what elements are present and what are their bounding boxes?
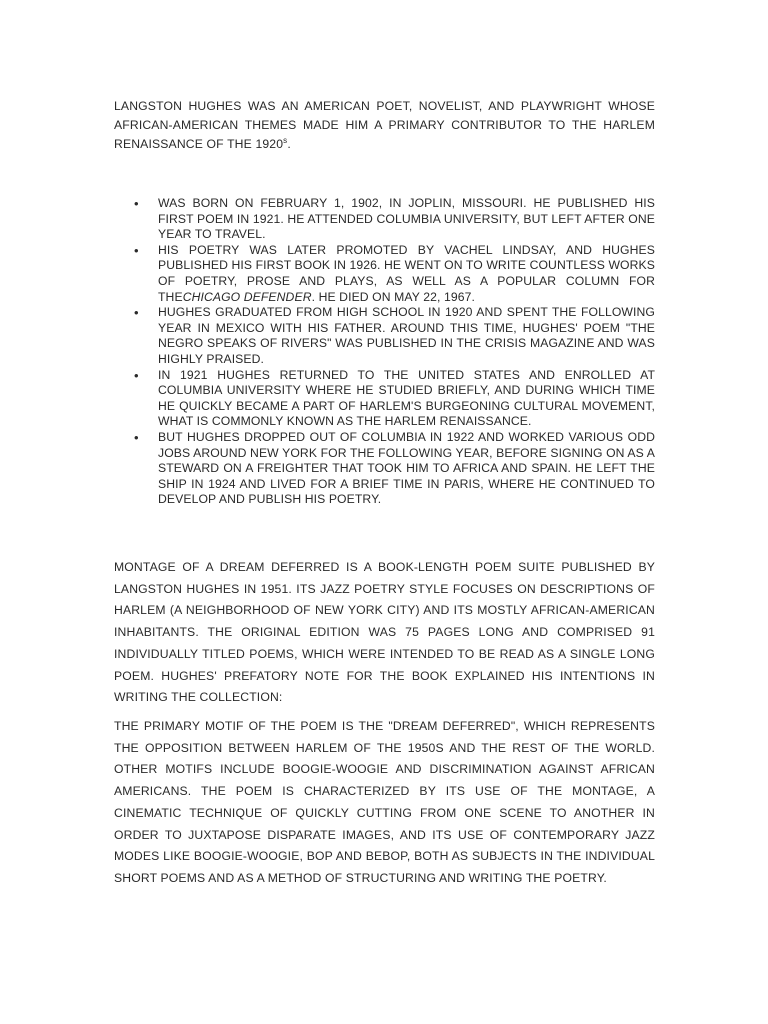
intro-text: LANGSTON HUGHES WAS AN AMERICAN POET, NOVELIST, AND PLAYWRIGHT WHOSE AFRICAN-AMERICAN THEMES MADE HIM A PRIMARY CONTRIBUTOR TO THE HARLEM RENAISSANCE OF THE 1920 — [114, 99, 655, 151]
bullet-item-columbia — [114, 368, 655, 430]
bullet-item-poetry — [114, 243, 655, 305]
bullet-item-birth — [114, 196, 655, 243]
bullet-text: HUGHES GRADUATED FROM HIGH SCHOOL IN 1920 AND SPENT THE FOLLOWING YEAR IN MEXICO WITH HIS FATHER. AROUND THIS TIME, HUGHES' POEM "THE NEGRO SPEAKS OF RIVERS" WAS PUBLISHED IN THE CRISIS MAGAZINE AND WAS HIGHLY PRAISED. — [158, 305, 655, 366]
bullet-item-graduation — [114, 305, 655, 367]
intro-paragraph — [114, 97, 655, 154]
intro-period: . — [287, 137, 291, 151]
bullet-text: IN 1921 HUGHES RETURNED TO THE UNITED STATES AND ENROLLED AT COLUMBIA UNIVERSITY WHERE HE STUDIED BRIEFLY, AND DURING WHICH TIME HE QUICKLY BECAME A PART OF HARLEM'S BURGEONING CULTURAL MOVEMENT, WHAT IS COMMONLY KNOWN AS THE HARLEM RENAISSANCE. — [158, 367, 655, 429]
bullet-italic-title: CHICAGO DEFENDER — [182, 289, 312, 304]
bullet-text: BUT HUGHES DROPPED OUT OF COLUMBIA IN 1922 AND WORKED VARIOUS ODD JOBS AROUND NEW YORK FOR THE FOLLOWING YEAR, BEFORE SIGNING ON AS A STEWARD ON A FREIGHTER THAT TOOK HIM TO AFRICA AND SPAIN. HE LEFT THE SHIP IN 1924 AND LIVED FOR A BRIEF TIME IN PARIS, WHERE HE CONTINUED TO DEVELOP AND PUBLISH HIS POETRY. — [158, 429, 655, 507]
bullet-text: WAS BORN ON FEBRUARY 1, 1902, IN JOPLIN, MISSOURI. HE PUBLISHED HIS FIRST POEM IN 1921. HE ATTENDED COLUMBIA UNIVERSITY, BUT LEFT AFTER ONE YEAR TO TRAVEL. — [158, 196, 655, 242]
montage-paragraph: MONTAGE OF A DREAM DEFERRED IS A BOOK-LENGTH POEM SUITE PUBLISHED BY LANGSTON HUGHES IN 1951. ITS JAZZ POETRY STYLE FOCUSES ON DESCRIPTIONS OF HARLEM (A NEIGHBORHOOD OF NEW YORK CITY) AND ITS MOSTLY AFRICAN-AMERICAN INHABITANTS. THE ORIGINAL EDITION WAS 75 PAGES LONG AND COMPRISED 91 INDIVIDUALLY TITLED POEMS, WHICH WERE INTENDED TO BE READ AS A SINGLE LONG POEM. HUGHES' PREFATORY NOTE FOR THE BOOK EXPLAINED HIS INTENTIONS IN WRITING THE COLLECTION: — [114, 560, 655, 705]
bullet-text-after: . HE DIED ON MAY 22, 1967. — [311, 289, 475, 304]
motif-paragraph: THE PRIMARY MOTIF OF THE POEM IS THE "DREAM DEFERRED", WHICH REPRESENTS THE OPPOSITION BETWEEN HARLEM OF THE 1950S AND THE REST OF THE WORLD. OTHER MOTIFS INCLUDE BOOGIE-WOOGIE AND DISCRIMINATION AGAINST AFRICAN AMERICANS. THE POEM IS CHARACTERIZED BY ITS USE OF THE MONTAGE, A CINEMATIC TECHNIQUE OF QUICKLY CUTTING FROM ONE SCENE TO ANOTHER IN ORDER TO JUXTAPOSE DISPARATE IMAGES, AND ITS USE OF CONTEMPORARY JAZZ MODES LIKE BOOGIE-WOOGIE, BOP AND BEBOP, BOTH AS SUBJECTS IN THE INDIVIDUAL SHORT POEMS AND AS A METHOD OF STRUCTURING AND WRITING THE POETRY. — [114, 719, 655, 885]
biography-bullet-list — [114, 196, 655, 508]
bullet-text: HIS POETRY WAS LATER PROMOTED BY VACHEL LINDSAY, AND HUGHES PUBLISHED HIS FIRST BOOK IN 1926. HE WENT ON TO WRITE COUNTLESS WORKS OF POETRY, PROSE AND PLAYS, AS WELL AS A POPULAR COLUMN FOR THE — [158, 242, 655, 304]
intro-superscript: s — [283, 135, 288, 145]
bullet-item-travels — [114, 430, 655, 508]
